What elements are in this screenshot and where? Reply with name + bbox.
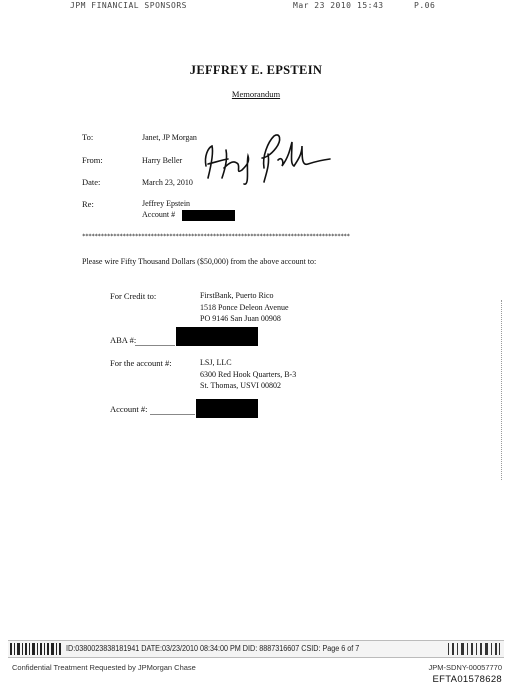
credit-line-1: FirstBank, Puerto Rico	[200, 291, 274, 300]
fax-sender: JPM FINANCIAL SPONSORS	[70, 1, 187, 10]
confidential-notice: Confidential Treatment Requested by JPMorgan Chase	[12, 663, 196, 672]
re-value-line2: Account #	[142, 210, 176, 219]
document-type: Memorandum	[231, 89, 281, 99]
wire-instruction: Please wire Fifty Thousand Dollars ($50,000) from the above account to:	[82, 257, 317, 266]
account-underline	[150, 414, 195, 415]
aba-label: ABA #:	[110, 335, 137, 345]
fax-time: 15:43	[357, 1, 384, 10]
fax-footer-text: ID:0380023838181941 DATE:03/23/2010 08:34:00 PM DID: 8887316607 CSID: Page 6 of 7	[66, 644, 360, 653]
account-for-line-3: St. Thomas, USVI 00802	[200, 381, 281, 390]
fax-page: P.06	[414, 1, 436, 10]
account-for-label: For the account #:	[110, 358, 172, 368]
scan-artifact-line	[501, 300, 502, 480]
signature-graphic	[198, 126, 338, 188]
credit-line-3: PO 9146 San Juan 00908	[200, 314, 281, 323]
barcode-left-graphic	[8, 641, 68, 657]
account-for-line-2: 6300 Red Hook Quarters, B-3	[200, 370, 297, 379]
barcode-right-graphic	[444, 641, 504, 657]
date-label: Date:	[82, 177, 101, 187]
date-value: March 23, 2010	[142, 178, 193, 187]
fax-date: Mar 23 2010	[293, 1, 352, 10]
re-label: Re:	[82, 199, 94, 209]
to-value: Janet, JP Morgan	[142, 133, 197, 142]
bates-number-secondary: EFTA01578628	[432, 674, 502, 685]
credit-line-2: 1518 Ponce Deleon Avenue	[200, 303, 289, 312]
account-label: Account #:	[110, 404, 148, 414]
account-for-line-1: LSJ, LLC	[200, 358, 232, 367]
from-value: Harry Beller	[142, 156, 183, 165]
to-label: To:	[82, 132, 94, 142]
aba-underline	[135, 345, 175, 346]
redaction-box	[182, 210, 235, 221]
credit-label: For Credit to:	[110, 291, 157, 301]
fax-header	[0, 1, 512, 13]
bates-number-primary: JPM-SDNY-00057770	[428, 663, 502, 672]
from-label: From:	[82, 155, 103, 165]
fax-footer	[8, 640, 504, 658]
letterhead-name: JEFFREY E. EPSTEIN	[189, 63, 323, 77]
aba-redaction	[176, 327, 258, 346]
re-value-line1: Jeffrey Epstein	[142, 199, 191, 208]
account-redaction	[196, 399, 258, 418]
separator-line: **************************************************************************************	[82, 233, 350, 239]
